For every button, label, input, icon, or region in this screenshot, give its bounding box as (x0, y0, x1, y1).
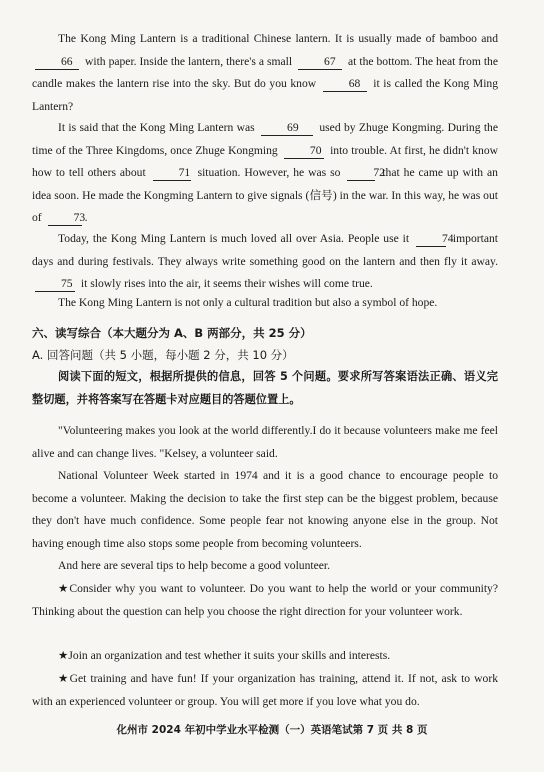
blank-75: 75 (35, 277, 75, 292)
blank-66: 66 (35, 55, 79, 70)
text: with paper. Inside the lantern, there's a small (84, 54, 293, 68)
blank-70: 70 (284, 144, 324, 159)
reading-paragraph-2: National Volunteer Week started in 1974 and it is a good chance to encourage people to become a volunteer. Making the decision to take the first step can be the biggest problem, because they don't have much confidence. Some people fear not knowing anyone else in the group. Not having enough time also stops some people from becoming volunteers. (32, 469, 498, 550)
instruction-text: 阅读下面的短文，根据所提供的信息，回答 5 个问题。要求所写答案语法正确、语义完整切题，并将答案写在答题卡对应题目的答题位置上。 (32, 370, 498, 406)
page-footer: 化州市 2024 年初中学业水平检测（一）英语笔试第 7 页 共 8 页 (116, 724, 428, 736)
blank-72: 72 (347, 166, 375, 181)
text: into trouble. At first, he didn't know how to tell others about (32, 143, 498, 180)
reading-paragraph-1: "Volunteering makes you look at the world differently.I do it because volunteers make me feel alive and can change lives. "Kelsey, a volunteer said. (32, 424, 498, 460)
passage-paragraph-1 (32, 28, 498, 118)
blank-69: 69 (261, 121, 313, 136)
reading-tip-3: ★Get training and have fun! If your organization has training, attend it. If not, ask to work with an experienced volunteer or group. You will get more if you love what you do. (32, 672, 498, 708)
text: it slowly rises into the air, it seems their wishes will come true. (80, 277, 373, 291)
text: it is called the Kong Ming Lantern? (32, 77, 499, 113)
text: . (84, 211, 88, 225)
text: It is said that the Kong Ming Lantern was (58, 121, 255, 134)
blank-73: 73 (48, 211, 82, 226)
passage-paragraph-4: The Kong Ming Lantern is not only a cultural tradition but also a symbol of hope. (58, 296, 438, 309)
section-a-heading: A. 回答问题（共 5 小题，每小题 2 分，共 10 分） (32, 348, 294, 362)
passage-paragraph-3 (32, 228, 498, 296)
reading-tip-1: ★Consider why you want to volunteer. Do you want to help the world or your community? Thinking about the question can help you choose the right direction for your volunteer work. (32, 582, 498, 618)
blank-68: 68 (323, 77, 367, 92)
blank-71: 71 (153, 166, 191, 181)
reading-paragraph-3: And here are several tips to help become a good volunteer. (58, 559, 331, 572)
text: Today, the Kong Ming Lantern is much loved all over Asia. People use it (58, 232, 410, 245)
blank-74: 74 (416, 232, 446, 247)
text: that he came up with an idea soon. He made the Kongming Lantern to give signals (信号) in the war. In this way, he was out of (32, 166, 498, 225)
text: important days and during festivals. They always write something good on the lantern and then fly it away. (32, 232, 498, 268)
text: situation. However, he was so (197, 166, 341, 180)
text: The Kong Ming Lantern is a traditional Chinese lantern. It is usually made of bamboo and (58, 32, 498, 45)
text: used by Zhuge Kongming. During the time of the Three Kingdoms, once Zhuge Kongming (32, 121, 498, 157)
section-six-heading: 六、读写综合（本大题分为 A、B 两部分，共 25 分） (32, 326, 312, 340)
reading-tip-2: ★Join an organization and test whether it suits your skills and interests. (58, 649, 391, 662)
blank-67: 67 (298, 55, 342, 70)
passage-paragraph-2 (32, 117, 498, 230)
text: at the bottom. The heat from the candle makes the lantern rise into the sky. But do you know (32, 54, 498, 91)
